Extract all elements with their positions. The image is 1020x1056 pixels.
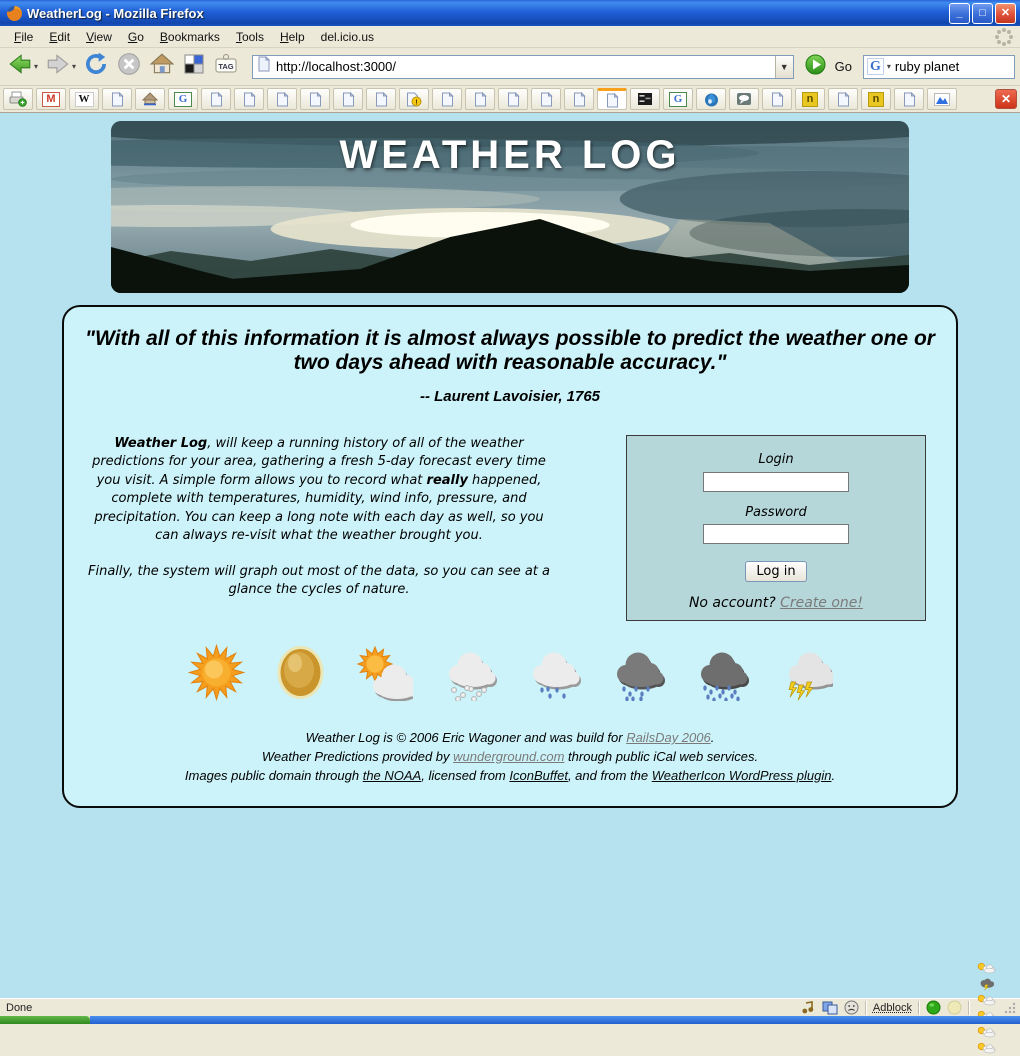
throbber-icon	[994, 27, 1014, 47]
bookmarks-toolbar	[0, 86, 1020, 113]
bookmark-button-n-yellow-icon[interactable]	[795, 88, 825, 110]
cloud-heavy-rain-icon	[692, 644, 749, 701]
page-icon	[573, 92, 586, 107]
menu-bar	[0, 26, 1020, 48]
about-paragraph: Finally, the system will graph out most of the data, so you can see at a glance the cycles of nature.	[88, 563, 550, 598]
maximize-button[interactable]: □	[972, 3, 993, 24]
start-button-edge[interactable]	[0, 1016, 90, 1024]
forecast-sun-cloud-icon[interactable]	[973, 992, 999, 1008]
tag-button[interactable]	[211, 49, 241, 84]
forward-icon	[45, 51, 71, 82]
adblock-label[interactable]: Adblock	[872, 1001, 912, 1014]
main-content-panel	[62, 305, 958, 808]
reload-button[interactable]	[81, 49, 111, 84]
password-input[interactable]	[703, 524, 849, 544]
footer-link[interactable]: RailsDay 2006	[626, 730, 711, 746]
bookmark-button-page-icon[interactable]	[234, 88, 264, 110]
moon-icon	[272, 644, 329, 701]
sun-cloud-icon	[356, 644, 413, 701]
back-dropdown-icon[interactable]: ▾	[34, 62, 39, 71]
menu-delicious[interactable]: del.icio.us	[320, 29, 375, 44]
film-icon	[637, 92, 653, 106]
menu-tools[interactable]: Tools	[235, 29, 264, 44]
sad-face-icon[interactable]	[841, 1000, 862, 1015]
page-icon	[771, 92, 784, 107]
bookmark-button-house-icon[interactable]	[135, 88, 165, 110]
page-icon	[309, 92, 322, 107]
bookmark-button-drupal-icon[interactable]	[696, 88, 726, 110]
weather-icons-row	[82, 641, 938, 703]
page-icon	[375, 92, 388, 107]
bookmark-button-page-icon[interactable]	[333, 88, 363, 110]
bookmark-button-page-icon[interactable]	[267, 88, 297, 110]
search-box[interactable]	[863, 55, 1015, 79]
tag-icon	[213, 51, 239, 82]
forecast-storm-icon[interactable]	[973, 976, 999, 992]
quote-attribution: -- Laurent Lavoisier, 1765	[419, 388, 601, 406]
bookmark-button-wikipedia-icon[interactable]	[69, 88, 99, 110]
bookmark-button-page-icon[interactable]	[366, 88, 396, 110]
bookmark-button-gmail-icon[interactable]	[36, 88, 66, 110]
go-label[interactable]: Go	[834, 59, 852, 74]
go-icon	[805, 54, 826, 80]
about-text	[88, 435, 550, 621]
page-icon	[342, 92, 355, 107]
menu-bookmarks[interactable]: Bookmarks	[159, 29, 220, 44]
cloud-lightning-icon	[776, 644, 833, 701]
menu-view[interactable]: View	[86, 29, 112, 44]
mountain-icon	[934, 93, 950, 106]
bookmark-button-page-icon[interactable]	[564, 88, 594, 110]
delicious-button[interactable]	[180, 50, 208, 83]
n-yellow-icon: n	[802, 92, 819, 107]
toolbar-close-button[interactable]: ✕	[995, 89, 1017, 109]
page-favicon	[257, 56, 271, 77]
warning-page-icon	[406, 92, 422, 107]
music-note-icon[interactable]	[797, 1001, 819, 1015]
footer-link[interactable]: the NOAA	[362, 767, 422, 783]
footer-line: Images public domain through the NOAA, licensed from IconBuffet, and from the WeatherIcon WordPress plugin.	[184, 767, 836, 783]
bookmark-button-page-icon[interactable]	[828, 88, 858, 110]
green-dot-icon[interactable]	[923, 1000, 944, 1015]
stop-button[interactable]	[114, 49, 144, 84]
firefox-logo-icon	[6, 5, 23, 22]
house-icon	[142, 92, 158, 106]
password-label: Password	[745, 504, 807, 520]
login-panel	[626, 435, 926, 621]
cloud-drizzle-icon	[524, 644, 581, 701]
menu-go[interactable]: Go	[127, 29, 144, 44]
page-icon	[276, 92, 289, 107]
forward-dropdown-icon[interactable]: ▾	[72, 62, 77, 71]
cloud-rain-icon	[608, 644, 665, 701]
sun-icon	[188, 644, 245, 701]
google-icon: G	[174, 92, 193, 107]
taskbar-strip[interactable]	[90, 1016, 1020, 1024]
quote-text: "With all of this information it is almost always possible to predict the weather one or two days ahead with reasonable accuracy."	[85, 327, 935, 374]
status-text: Done	[6, 1001, 33, 1014]
google-icon: G	[867, 58, 884, 75]
bookmark-button-chat-icon[interactable]	[729, 88, 759, 110]
resize-grip[interactable]	[1003, 1001, 1016, 1014]
bookmark-button-page-icon[interactable]	[597, 88, 627, 110]
login-label: Login	[758, 452, 794, 468]
bookmark-button-google-icon[interactable]	[663, 88, 693, 110]
search-engine-dropdown-icon[interactable]: ▾	[886, 62, 891, 71]
svg-text:TAG: TAG	[218, 62, 234, 71]
about-paragraph: Weather Log, will keep a running history of all of the weather predictions for your area, gathering a fresh 5-day forecast every time you visit. A simple form allows you to record what really happened, complete with temperatures, humidity, wind info, pressure, and precipitation. You can keep a long note with each day as well, so you can always re-visit what the weather brought you.	[92, 436, 546, 544]
go-button[interactable]	[803, 52, 828, 82]
bookmark-button-printer-icon[interactable]	[3, 88, 33, 110]
bookmark-button-mountain-icon[interactable]	[927, 88, 957, 110]
forecast-sun-cloud-icon[interactable]	[973, 1024, 999, 1040]
window-title: WeatherLog - Mozilla Firefox	[27, 5, 204, 21]
page-icon	[540, 92, 553, 107]
create-account-link[interactable]: Create one!	[780, 595, 864, 612]
footer-link[interactable]: IconBuffet	[509, 767, 568, 783]
navigation-toolbar	[0, 48, 1020, 86]
menu-edit[interactable]: Edit	[49, 29, 71, 44]
login-input[interactable]	[703, 472, 849, 492]
page-icon	[243, 92, 256, 107]
window-titlebar	[0, 0, 1020, 26]
chat-icon	[736, 92, 752, 106]
no-account-text: No account?	[688, 595, 776, 612]
back-icon	[7, 51, 33, 82]
bookmark-button-page-icon[interactable]	[531, 88, 561, 110]
bookmark-button-warning-page-icon[interactable]	[399, 88, 429, 110]
search-input[interactable]	[893, 58, 993, 75]
url-input[interactable]	[271, 58, 775, 75]
bookmark-button-google-icon[interactable]	[168, 88, 198, 110]
forecast-sun-cloud-icon[interactable]	[973, 960, 999, 976]
google-icon: G	[669, 92, 688, 107]
bookmark-button-page-icon[interactable]	[300, 88, 330, 110]
minimize-button[interactable]: _	[949, 3, 970, 24]
bookmark-button-page-icon[interactable]	[894, 88, 924, 110]
printer-icon	[9, 91, 27, 107]
footer-link[interactable]: wunderground.com	[453, 748, 565, 764]
bookmark-button-page-icon[interactable]	[465, 88, 495, 110]
browser-viewport	[0, 113, 1020, 998]
page-icon	[606, 93, 619, 108]
page-icon	[837, 92, 850, 107]
forecast-sun-cloud-icon[interactable]	[973, 1040, 999, 1056]
bookmark-button-page-icon[interactable]	[498, 88, 528, 110]
status-bar	[0, 998, 1020, 1016]
page-icon	[507, 92, 520, 107]
page-icon	[903, 92, 916, 107]
bookmark-button-page-icon[interactable]	[432, 88, 462, 110]
bookmark-button-page-icon[interactable]	[762, 88, 792, 110]
delicious-tiles-icon	[182, 52, 206, 81]
windows-taskbar-edge	[0, 1016, 1020, 1024]
bookmark-button-page-icon[interactable]	[201, 88, 231, 110]
svg-text:!: !	[415, 96, 418, 106]
moon-dot-icon[interactable]	[944, 1000, 965, 1015]
forward-button[interactable]	[43, 49, 78, 84]
page-icon	[111, 92, 124, 107]
header-banner-image	[111, 121, 909, 293]
page-icon	[210, 92, 223, 107]
page-footer	[82, 729, 938, 786]
close-button[interactable]: ✕	[995, 3, 1016, 24]
footer-link[interactable]: WeatherIcon WordPress plugin	[651, 767, 832, 783]
menu-help[interactable]: Help	[279, 29, 305, 44]
reload-icon	[83, 51, 109, 82]
menu-file[interactable]: File	[14, 29, 34, 44]
url-dropdown-icon[interactable]: ▼	[775, 56, 793, 78]
home-button[interactable]	[147, 49, 177, 84]
footer-line: Weather Log is © 2006 Eric Wagoner and was build for RailsDay 2006.	[305, 730, 715, 746]
url-bar[interactable]	[252, 55, 794, 79]
login-button[interactable]: Log in	[745, 561, 806, 582]
wikipedia-icon: W	[75, 92, 94, 107]
bookmark-button-film-icon[interactable]	[630, 88, 660, 110]
window-icon[interactable]	[819, 1001, 841, 1015]
back-button[interactable]	[5, 49, 40, 84]
page-icon	[441, 92, 454, 107]
footer-line: Weather Predictions provided by wunderground.com through public iCal web services.	[261, 748, 759, 764]
drupal-icon	[704, 92, 719, 107]
home-icon	[149, 51, 175, 82]
bookmark-button-page-icon[interactable]	[102, 88, 132, 110]
gmail-icon: M	[42, 92, 59, 107]
cloud-snow-icon	[440, 644, 497, 701]
stop-icon	[116, 51, 142, 82]
n-yellow-icon: n	[868, 92, 885, 107]
page-icon	[474, 92, 487, 107]
bookmark-button-n-yellow-icon[interactable]	[861, 88, 891, 110]
site-title: WEATHER LOG	[339, 133, 681, 177]
